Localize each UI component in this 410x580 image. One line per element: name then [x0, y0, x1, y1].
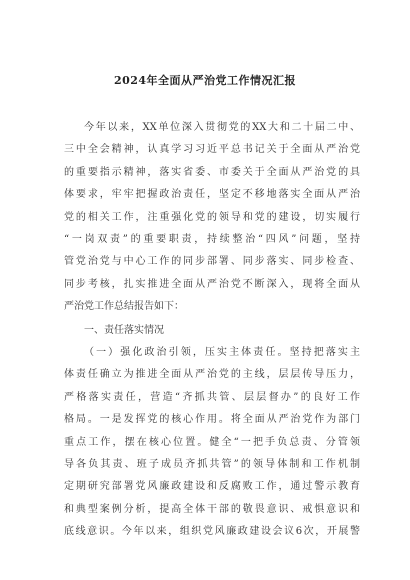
intro-paragraph: [64, 117, 360, 319]
paragraph-line: 管党治党与中心工作的同步部署、同步落实、同步检查、: [64, 256, 360, 268]
paragraph-line: 体要求，牢牢把握政治责任，坚定不移地落实全面从严治: [64, 189, 360, 201]
paragraph-line: 格局。一是发挥党的核心作用。将全面从严治党作为部门: [64, 414, 360, 426]
document-title: 2024年全面从严治党工作情况汇报: [113, 74, 297, 87]
paragraph-line: 和典型案例分析，提高全体干部的敬畏意识、戒惧意识和: [64, 503, 360, 515]
paragraph-line: 同步考核，扎实推进全面从严治党不断深入，现将全面从: [64, 278, 360, 290]
paragraph-line: “一岗双责”的重要职责，持续整治“四风”问题，坚持: [64, 233, 360, 245]
paragraph-line: 重点工作，摆在核心位置。健全“一把手负总责、分管领: [64, 436, 360, 448]
paragraph-line: 党的相关工作，注重强化党的领导和党的建设，切实履行: [64, 211, 360, 223]
paragraph-line: （一）强化政治引领，压实主体责任。坚持把落实主: [84, 347, 360, 358]
paragraph-line: 底线意识。今年以来，组织党风廉政建设会议6次，开展警: [64, 526, 360, 538]
paragraph-line: 今年以来，XX单位深入贯彻党的XX大和二十届二中、: [84, 122, 360, 133]
paragraph-line: 的重要指示精神，落实省委、市委关于全面从严治党的具: [64, 166, 360, 178]
paragraph-line: 体责任确立为推进全面从严治党的主线，层层传导压力，: [64, 369, 360, 381]
paragraph-line: 三中全会精神，认真学习习近平总书记关于全面从严治党: [64, 144, 360, 156]
paragraph-line: 导各负其责、班子成员齐抓共管”的领导体制和工作机制: [64, 458, 360, 470]
section-heading: [64, 320, 360, 342]
paragraph-line: 严治党工作总结报告如下：: [64, 301, 184, 313]
section-heading-text: 一、责任落实情况: [84, 325, 164, 336]
paragraph-line: 定期研究部署党风廉政建设和反腐败工作，通过警示教育: [64, 481, 360, 493]
paragraph-line: 严格落实责任，营造“齐抓共管、层层督办”的良好工作: [64, 391, 360, 403]
body-paragraph: [64, 342, 360, 544]
